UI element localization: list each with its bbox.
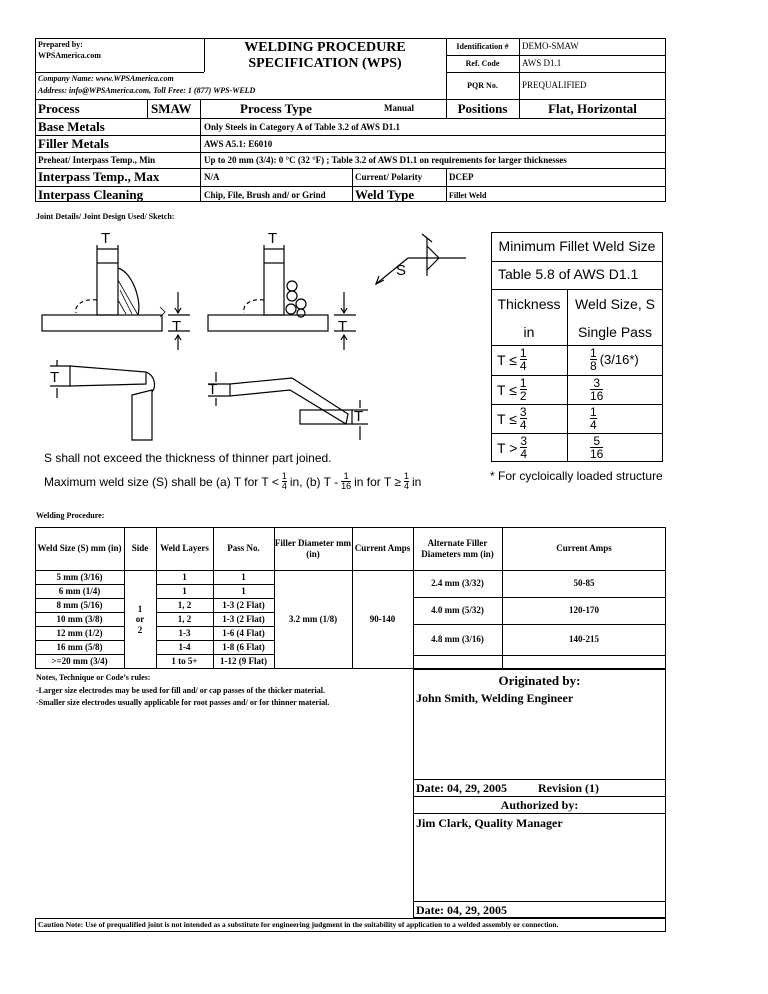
sketch-note-1: S shall not exceed the thickness of thinner part joined. (44, 451, 332, 465)
weld-layers-cell: 1 (182, 585, 187, 596)
notes-line-1: -Larger size electrodes may be used for fill and/ or cap passes of the thicker material. (36, 686, 325, 695)
pass-no-cell: 1-3 (2 Flat) (222, 599, 265, 610)
current-polarity-label: Current/ Polarity (355, 172, 423, 182)
frac-quarter-2: $\frac{1}{4}$ (403, 471, 409, 491)
process-label: Process (38, 101, 80, 116)
col-header-alt-amps: Current Amps (556, 543, 612, 554)
weld-size-cell: 12 mm (1/2) (56, 627, 103, 638)
pqr-value: PREQUALIFIED (522, 80, 587, 90)
base-metals-value: Only Steels in Category A of Table 3.2 of AWS D1.1 (204, 122, 401, 132)
joint-details-label: Joint Details/ Joint Design Used/ Sketch: (36, 212, 175, 221)
weld-size-cell: 5 mm (3/16) (56, 571, 103, 582)
side-value: 1 or 2 (135, 603, 145, 635)
frac-sixteenth: 1 16 (341, 471, 352, 491)
t-label-7: T (354, 408, 364, 425)
fillet-table-title: Minimum Fillet Weld Size (498, 238, 656, 254)
weld-size-cell: >=20 mm (3/4) (51, 655, 108, 666)
alt-dia-1: 2.4 mm (3/32) (431, 578, 484, 589)
weld-size-cell: 6 mm (1/4) (58, 585, 101, 596)
fillet-thickness-cell: T > 3 4 (497, 434, 528, 461)
fillet-weld-size-cell: 1 4 (590, 405, 597, 432)
alt-amps-2: 120-170 (569, 605, 599, 616)
weld-layers-cell: 1, 2 (177, 613, 192, 624)
weld-size-cell: 10 mm (3/8) (56, 613, 103, 624)
alt-amps-1: 50-85 (573, 578, 595, 589)
thickness-unit: in (523, 324, 535, 340)
pass-no-cell: 1-8 (6 Flat) (222, 641, 265, 652)
col-header-weld-size: Weld Size (S) mm (in) (37, 543, 122, 554)
weld-size-cell: 8 mm (5/16) (56, 599, 103, 610)
t-label-2: T (268, 230, 278, 247)
interpass-cleaning-label: Interpass Cleaning (38, 187, 144, 202)
company-name: Company Name: www.WPSAmerica.com (38, 74, 174, 83)
pqr-label: PQR No. (467, 81, 498, 90)
authorization-date: Date: 04, 29, 2005 (416, 903, 507, 917)
t-label-1: T (101, 230, 111, 247)
fillet-thickness-cell: T ≤ $\frac{1}{2}$ (497, 376, 527, 403)
positions-label: Positions (457, 101, 508, 116)
originator-name: John Smith, Welding Engineer (416, 691, 574, 705)
prepared-by-label: Prepared by: (38, 40, 83, 49)
identification-value: DEMO-SMAW (522, 41, 579, 51)
pass-no-cell: 1-3 (2 Flat) (222, 613, 265, 624)
fillet-weld-size-cell: 1 8 (3/16*) (590, 346, 639, 373)
weld-type-label: Weld Type (355, 187, 415, 202)
fillet-table-subtitle: Table 5.8 of AWS D1.1 (498, 266, 639, 282)
weld-layers-cell: 1 to 5+ (171, 655, 198, 666)
process-type-value: Manual (384, 103, 415, 113)
process-type-label: Process Type (240, 101, 312, 116)
revision: Revision (1) (538, 781, 599, 795)
col-header-current-amps: Current Amps (354, 543, 411, 554)
interpass-max-label: Interpass Temp., Max (38, 169, 160, 184)
pass-no-cell: 1-6 (4 Flat) (222, 627, 265, 638)
sketch-note-2: Maximum weld size (S) shall be (a) T for T < 1 4 in, (b) T - 1 16 in for T ≥ $\frac{1}{4}$ in (44, 471, 422, 491)
filler-diameter-value: 3.2 mm (1/8) (288, 614, 338, 625)
single-pass-header: Single Pass (578, 324, 652, 340)
s-label: S (396, 262, 407, 279)
fillet-thickness-cell: T ≤ $\frac{3}{4}$ (497, 405, 527, 432)
filler-metals-value: AWS A5.1: E6010 (204, 139, 273, 149)
identification-label: Identification # (456, 42, 509, 51)
weld-layers-cell: 1, 2 (177, 599, 192, 610)
wps-title-line2: SPECIFICATION (WPS) (248, 56, 402, 71)
cyclic-note: * For cycloically loaded structure (490, 469, 663, 483)
current-polarity-value: DCEP (449, 172, 474, 182)
weld-type-value: Fillet Weld (449, 191, 487, 200)
process-value: SMAW (151, 101, 192, 116)
frac-quarter: 1 4 (281, 471, 287, 491)
fillet-weld-size-cell: 5 16 (590, 434, 604, 461)
t-label-4: T (338, 318, 348, 335)
pass-no-cell: 1 (241, 571, 246, 582)
preheat-label: Preheat/ Interpass Temp., Min (38, 155, 156, 165)
caution-note: Caution Note: Use of prequalified joint is not intended as a substitute for engineering judgment in the suitability of application to a welded assembly or connection. (38, 920, 559, 929)
welding-procedure-label: Welding Procedure: (36, 511, 105, 520)
col-header-pass-no: Pass No. (227, 543, 260, 554)
authorized-by-label: Authorized by: (500, 798, 579, 812)
authorizer-name: Jim Clark, Quality Manager (416, 816, 563, 830)
thickness-header: Thickness (497, 296, 561, 312)
current-amps-value: 90-140 (369, 614, 396, 625)
company-address: Address: info@WPSAmerica.com, Toll Free: 1 (877) WPS-WELD (38, 86, 256, 95)
ref-code-value: AWS D1.1 (522, 58, 562, 68)
fillet-thickness-cell: T ≤ $\frac{1}{4}$ (497, 346, 527, 373)
filler-metals-label: Filler Metals (38, 136, 109, 151)
wps-title-line1: WELDING PROCEDURE (244, 40, 406, 55)
weld-layers-cell: 1-3 (178, 627, 191, 638)
pass-no-cell: 1 (241, 585, 246, 596)
col-header-alt-filler: Alternate Filler Diameters mm (in) (421, 538, 494, 559)
alt-amps-3: 140-215 (569, 634, 599, 645)
alt-dia-3: 4.8 mm (3/16) (431, 634, 484, 645)
base-metals-label: Base Metals (38, 119, 105, 134)
col-header-weld-layers: Weld Layers (160, 543, 209, 554)
col-header-filler-diameter: Filler Diameter mm (in) (274, 538, 352, 559)
originated-by-label: Originated by: (498, 673, 581, 688)
weld-layers-cell: 1-4 (178, 641, 191, 652)
interpass-cleaning-value: Chip, File, Brush and/ or Grind (204, 190, 326, 200)
t-label-3: T (172, 318, 182, 335)
t-label-6: T (208, 381, 218, 398)
origination-date: Date: 04, 29, 2005 (416, 781, 507, 795)
col-header-side: Side (131, 543, 149, 554)
notes-line-2: -Smaller size electrodes usually applicable for root passes and/ or for thinner material. (36, 698, 330, 707)
t-label-5: T (50, 369, 60, 386)
prepared-by-value: WPSAmerica.com (38, 51, 101, 60)
interpass-max-value: N/A (204, 172, 220, 182)
weld-size-cell: 16 mm (5/8) (56, 641, 103, 652)
alt-dia-2: 4.0 mm (5/32) (431, 605, 484, 616)
positions-value: Flat, Horizontal (548, 101, 637, 116)
notes-title: Notes, Technique or Code’s rules: (36, 673, 151, 682)
ref-code-label: Ref. Code (465, 59, 500, 68)
pass-no-cell: 1-12 (9 Flat) (220, 655, 267, 666)
preheat-value: Up to 20 mm (3/4): 0 °C (32 °F) ; Table 3.2 of AWS D1.1 on requirements for larger thicknesses (204, 155, 567, 165)
weld-layers-cell: 1 (182, 571, 187, 582)
fillet-weld-size-cell: 3 16 (590, 376, 604, 403)
weld-size-header: Weld Size, S (575, 296, 655, 312)
